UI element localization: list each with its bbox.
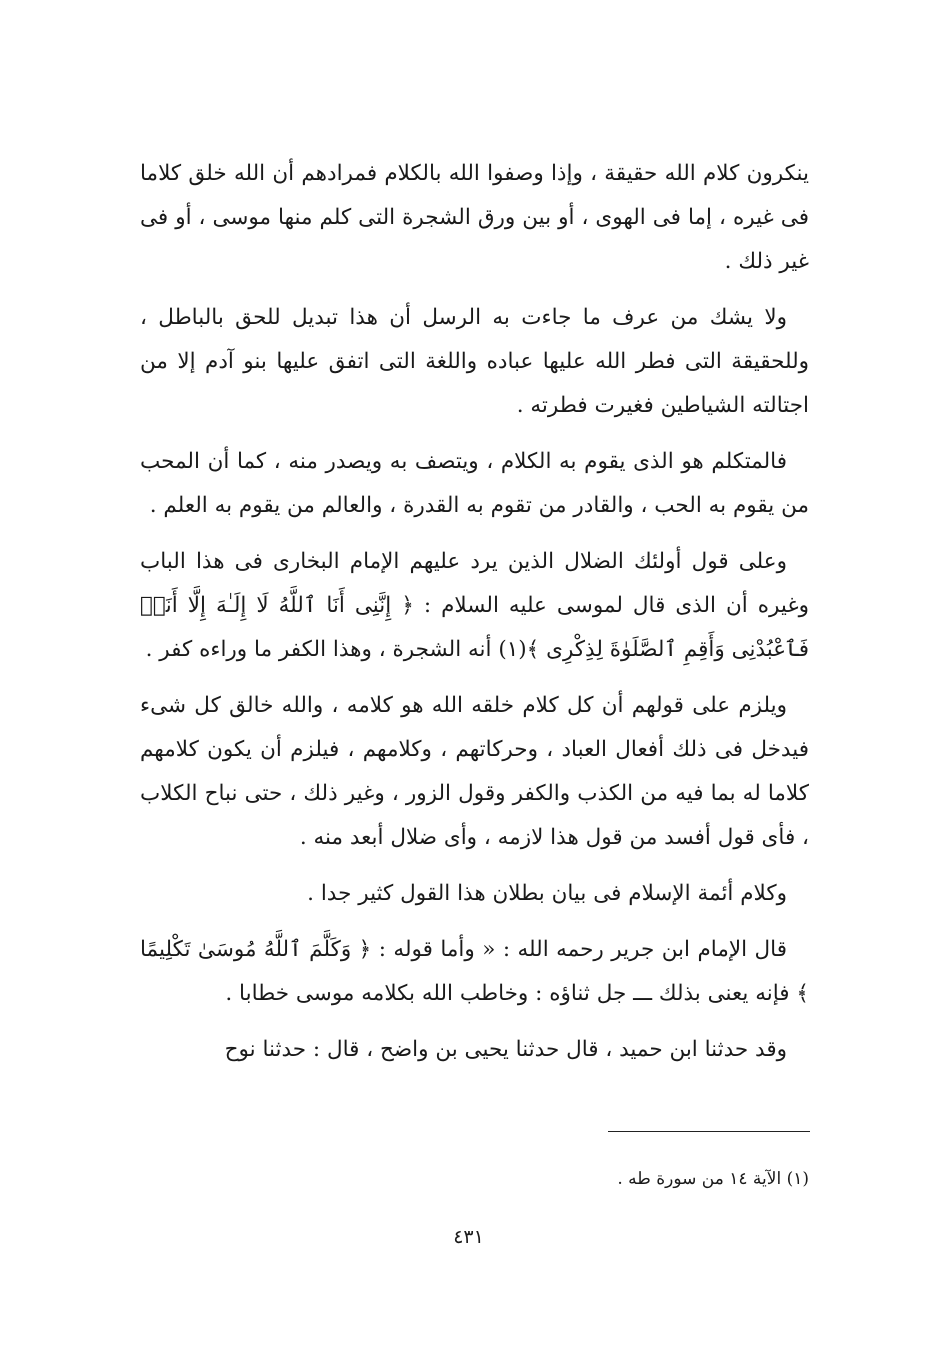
- paragraph-7: قال الإمام ابن جرير رحمه الله : « وأما قوله : ﴿ وَكَلَّمَ ٱللَّهُ مُوسَىٰ تَكْلِيمًا ﴾ فإنه يعنى بذلك ـــ جل ثناؤه : وخاطب الله بكلامه موسى خطابا .: [140, 937, 809, 1006]
- footnote: (١) الآية ١٤ من سورة طه .: [617, 1169, 809, 1189]
- paragraph-6: وكلام أئمة الإسلام فى بيان بطلان هذا القول كثير جدا .: [307, 881, 787, 906]
- body-text: [140, 152, 809, 1084]
- paragraph-5: ويلزم على قولهم أن كل كلام خلقه الله هو كلامه ، والله خالق كل شىء فيدخل فى ذلك أفعال العباد ، وحركاتهم ، وكلامهم ، فيلزم أن يكون كلامهم كلاما له بما فيه من الكذب والكفر وقول الزور ، وغير ذلك ، حتى نباح الكلاب ، فأى قول أفسد من قول هذا لازمه ، وأى ضلال أبعد منه .: [140, 693, 809, 850]
- footnote-divider: [608, 1131, 810, 1132]
- paragraph-1: ينكرون كلام الله حقيقة ، وإذا وصفوا الله بالكلام فمرادهم أن الله خلق كلاما فى غيره ، إما فى الهوى ، أو بين ورق الشجرة التى كلم منها موسى ، أو فى غير ذلك .: [140, 161, 809, 274]
- paragraph-3: فالمتكلم هو الذى يقوم به الكلام ، ويتصف به ويصدر منه ، كما أن المحب من يقوم به الحب ، والقادر من تقوم به القدرة ، والعالم من يقوم به العلم .: [140, 449, 809, 518]
- page-number: ٤٣١: [453, 1226, 484, 1248]
- paragraph-2: ولا يشك من عرف ما جاءت به الرسل أن هذا تبديل للحق بالباطل ، وللحقيقة التى فطر الله عليها عباده واللغة التى اتفق عليها بنو آدم إلا من اجتالته الشياطين فغيرت فطرته .: [140, 305, 809, 418]
- paragraph-8: وقد حدثنا ابن حميد ، قال حدثنا يحيى بن واضح ، قال : حدثنا نوح: [224, 1037, 787, 1062]
- paragraph-4: وعلى قول أولئك الضلال الذين يرد عليهم الإمام البخارى فى هذا الباب وغيره أن الذى قال لموسى عليه السلام : ﴿ إِنَّنِى أَنَا ٱللَّهُ لَا إِلَـٰهَ إِلَّا أَنَا۠ فَٱعْبُدْنِى وَأَقِمِ ٱلصَّلَوٰةَ لِذِكْرِى ﴾(١) أنه الشجرة ، وهذا الكفر ما وراءه كفر .: [140, 549, 809, 662]
